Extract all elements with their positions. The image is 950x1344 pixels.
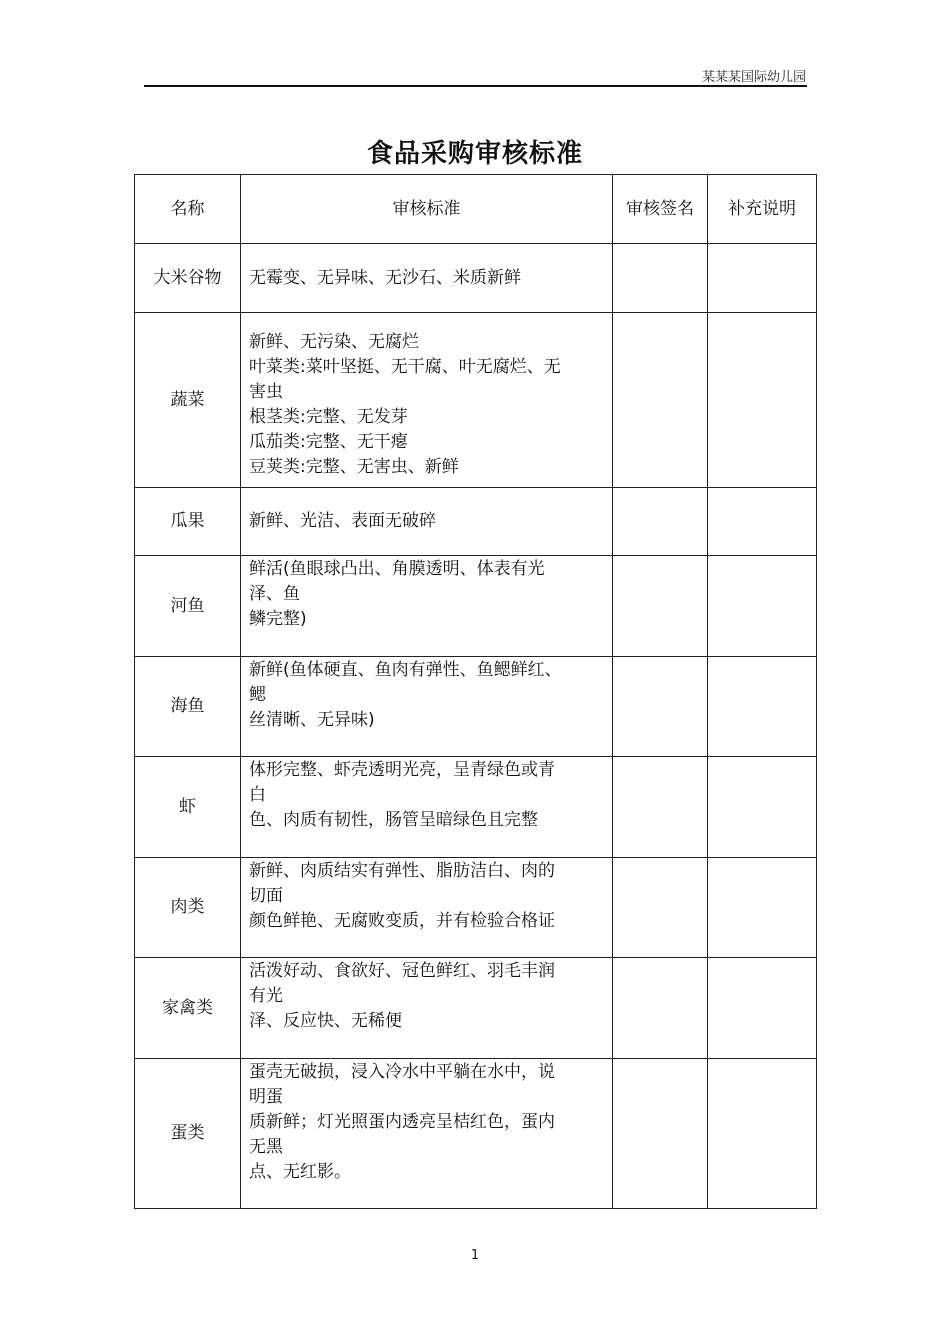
standard-line: 瓜茄类:完整、无干瘪 [249, 432, 408, 452]
standard-line: 白 [249, 785, 266, 805]
standard-line: 鳞完整) [249, 609, 307, 629]
row-standard [241, 488, 613, 556]
standard-line: 泽、反应快、无稀便 [249, 1011, 402, 1031]
standard-line: 蛋壳无破损，浸入冷水中平躺在水中，说 [249, 1062, 555, 1082]
row-standard [241, 657, 613, 757]
notes-cell [708, 657, 817, 757]
standard-line: 鳃 [249, 685, 266, 705]
signature-cell [613, 1059, 708, 1209]
table-row [135, 757, 817, 858]
signature-cell [613, 556, 708, 657]
signature-cell [613, 313, 708, 488]
table-header-row [135, 175, 817, 244]
row-name: 蔬菜 [135, 313, 241, 488]
standard-line: 无黑 [249, 1137, 283, 1157]
row-name: 蛋类 [135, 1059, 241, 1209]
header-rule [144, 85, 807, 87]
row-standard [241, 244, 613, 313]
header-org-name: 某某某国际幼儿园 [701, 70, 806, 85]
row-name: 肉类 [135, 858, 241, 958]
standard-line: 活泼好动、食欲好、冠色鲜红、羽毛丰润 [249, 961, 555, 981]
standards-table [134, 174, 817, 1209]
notes-cell [708, 958, 817, 1059]
notes-cell [708, 488, 817, 556]
column-header-standard: 审核标准 [241, 175, 613, 244]
row-standard [241, 958, 613, 1059]
signature-cell [613, 657, 708, 757]
row-standard [241, 858, 613, 958]
standard-line: 色、肉质有韧性，肠管呈暗绿色且完整 [249, 810, 538, 830]
signature-cell [613, 757, 708, 858]
standard-line: 新鲜、光洁、表面无破碎 [249, 511, 436, 531]
standard-line: 根茎类:完整、无发芽 [249, 407, 408, 427]
table-row [135, 858, 817, 958]
table-row [135, 244, 817, 313]
signature-cell [613, 858, 708, 958]
standard-line: 泽、鱼 [249, 584, 300, 604]
column-header-notes: 补充说明 [708, 175, 817, 244]
standard-line: 明蛋 [249, 1087, 283, 1107]
notes-cell [708, 244, 817, 313]
row-name: 虾 [135, 757, 241, 858]
column-header-signature: 审核签名 [613, 175, 708, 244]
notes-cell [708, 858, 817, 958]
row-standard [241, 757, 613, 858]
row-name: 河鱼 [135, 556, 241, 657]
row-standard [241, 313, 613, 488]
standard-line: 新鲜、肉质结实有弹性、脂肪洁白、肉的 [249, 861, 555, 881]
row-name: 瓜果 [135, 488, 241, 556]
standard-line: 颜色鲜艳、无腐败变质，并有检验合格证 [249, 911, 555, 931]
table-row [135, 958, 817, 1059]
standard-line: 豆荚类:完整、无害虫、新鲜 [249, 457, 459, 477]
page-number: 1 [470, 1248, 480, 1263]
standard-line: 新鲜(鱼体硬直、鱼肉有弹性、鱼鳃鲜红、 [249, 660, 562, 680]
standard-line: 点、无红影。 [249, 1162, 351, 1182]
row-name: 大米谷物 [135, 244, 241, 313]
row-name: 家禽类 [135, 958, 241, 1059]
signature-cell [613, 244, 708, 313]
table-row [135, 488, 817, 556]
table-row [135, 1059, 817, 1209]
notes-cell [708, 313, 817, 488]
standard-line: 切面 [249, 886, 283, 906]
signature-cell [613, 488, 708, 556]
document-title: 食品采购审核标准 [366, 139, 583, 169]
standard-line: 害虫 [249, 382, 283, 402]
standard-line: 叶菜类:菜叶坚挺、无干腐、叶无腐烂、无 [249, 357, 561, 377]
notes-cell [708, 757, 817, 858]
table-row [135, 556, 817, 657]
standard-line: 无霉变、无异味、无沙石、米质新鲜 [249, 267, 521, 288]
standard-line: 鲜活(鱼眼球凸出、角膜透明、体表有光 [249, 559, 545, 579]
table-row [135, 657, 817, 757]
row-standard [241, 1059, 613, 1209]
standard-line: 新鲜、无污染、无腐烂 [249, 332, 419, 352]
standard-line: 质新鲜；灯光照蛋内透亮呈桔红色，蛋内 [249, 1112, 555, 1132]
column-header-name: 名称 [135, 175, 241, 244]
notes-cell [708, 1059, 817, 1209]
row-name: 海鱼 [135, 657, 241, 757]
row-standard [241, 556, 613, 657]
standard-line: 丝清晰、无异味) [249, 710, 375, 730]
standard-line: 有光 [249, 986, 283, 1006]
table-row [135, 313, 817, 488]
signature-cell [613, 958, 708, 1059]
standard-line: 体形完整、虾壳透明光亮，呈青绿色或青 [249, 760, 555, 780]
notes-cell [708, 556, 817, 657]
